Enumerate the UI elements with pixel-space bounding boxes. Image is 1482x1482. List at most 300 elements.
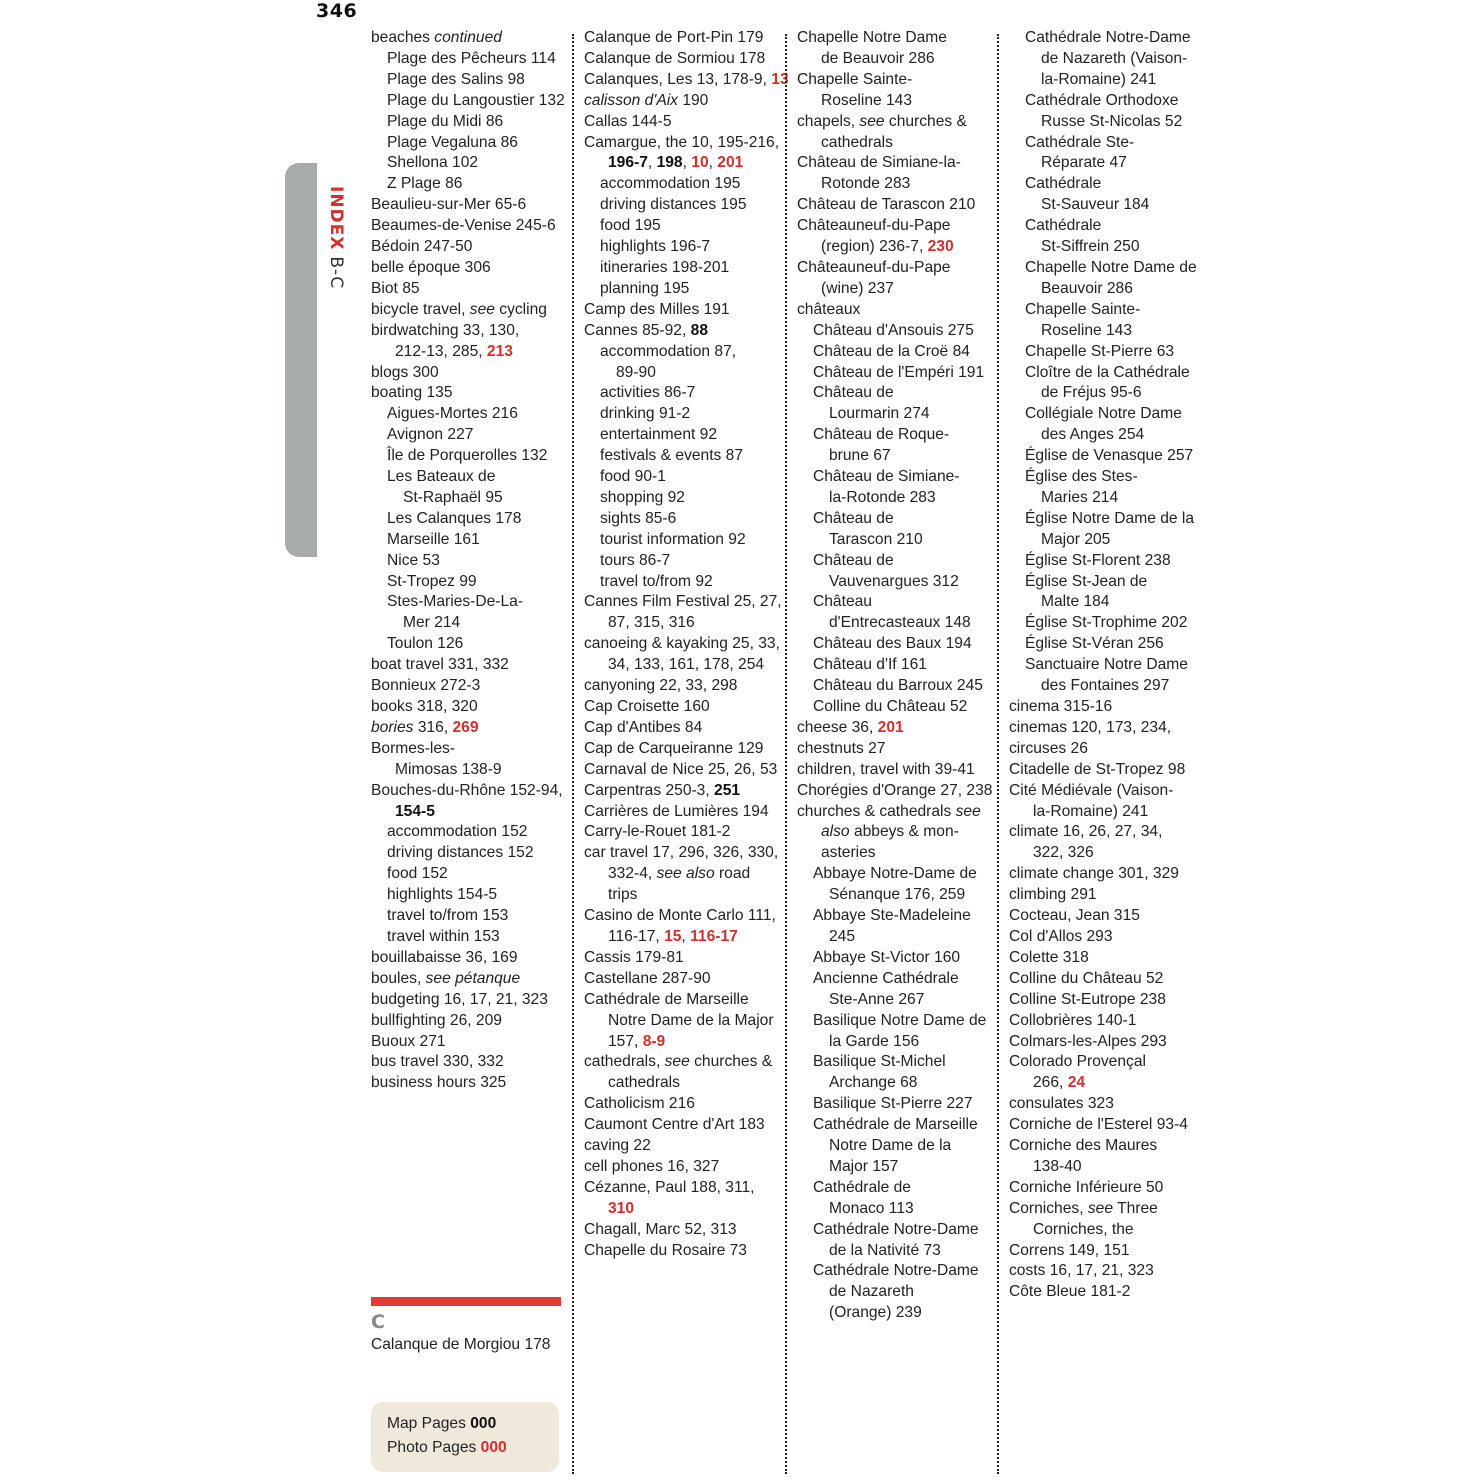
entry-text: Colmars-les-Alpes 293: [1009, 1032, 1167, 1050]
entry-line: [813, 1094, 993, 1115]
entry-line: [600, 279, 782, 300]
entry-line: [813, 1032, 993, 1053]
entry-line: [600, 425, 782, 446]
entry-line: [1025, 404, 1209, 425]
index-subentry: [371, 91, 571, 112]
index-subentry: [797, 1094, 993, 1115]
entry-text: Chapelle du Rosaire 73: [584, 1241, 747, 1259]
index-entry: [797, 760, 993, 781]
index-entry: [1009, 1261, 1209, 1282]
entry-text: Plage du Langoustier 132: [387, 91, 565, 109]
entry-line: [584, 676, 782, 697]
entry-line: [813, 1220, 993, 1241]
entry-text: Beaulieu-sur-Mer 65-6: [371, 196, 527, 214]
entry-line: [387, 592, 571, 613]
index-entry: [797, 802, 993, 865]
entry-text: de Nazareth (Vaison-: [1041, 49, 1188, 67]
index-subentry: [797, 1011, 993, 1053]
entry-line: [1009, 1178, 1209, 1199]
entry-text: bus travel 330, 332: [371, 1053, 504, 1071]
photo-pages-legend: [387, 1436, 559, 1460]
index-entry: [1009, 822, 1209, 864]
page-number: 346: [316, 0, 358, 22]
entry-text: also: [821, 823, 850, 841]
entry-line: [387, 927, 571, 948]
entry-text: continued: [434, 29, 502, 46]
entry-text: 212-13, 285,: [395, 342, 487, 360]
entry-line: [1025, 488, 1209, 509]
index-subentry: [797, 634, 993, 655]
entry-line: [600, 404, 782, 425]
index-subentry: [371, 592, 571, 634]
entry-text: cheese 36,: [797, 718, 878, 736]
entry-text: boat travel 331, 332: [371, 656, 509, 674]
entry-line: [797, 718, 993, 739]
index-entry: [1009, 1032, 1209, 1053]
entry-line: [797, 133, 993, 154]
index-subentry: [797, 1052, 993, 1094]
entry-line: [387, 49, 571, 70]
entry-text: Château de: [813, 509, 894, 527]
entry-text: books 318, 320: [371, 698, 478, 715]
index-subentry: [371, 551, 571, 572]
index-entry: [584, 300, 782, 321]
entry-text: Toulon 126: [387, 635, 464, 653]
index-entry: [371, 1011, 571, 1032]
index-entry: [584, 802, 782, 823]
entry-text: Major 205: [1041, 530, 1111, 548]
entry-line: [797, 70, 993, 91]
entry-text: blogs 300: [371, 363, 439, 381]
entry-line: [584, 760, 782, 781]
index-entry: [584, 1052, 782, 1094]
entry-line: [371, 969, 571, 990]
index-subentry: [584, 342, 782, 384]
entry-line: [1025, 49, 1209, 70]
entry-text: Cathédrale Ste-: [1025, 133, 1135, 151]
entry-text: trips: [608, 886, 638, 904]
entry-line: [1025, 153, 1209, 174]
entry-text: Maries 214: [1041, 488, 1119, 506]
entry-text: Ste-Anne 267: [829, 990, 925, 1008]
entry-line: [813, 1052, 993, 1073]
index-entry: [797, 70, 993, 112]
entry-text: Château d'If 161: [813, 656, 927, 674]
index-subentry: [797, 1178, 993, 1220]
entry-line: [1025, 237, 1209, 258]
entry-line: [1025, 342, 1209, 363]
entry-line: [584, 948, 782, 969]
entry-line: [1009, 843, 1209, 864]
entry-line: [797, 195, 993, 216]
entry-text: Beauvoir 286: [1041, 279, 1133, 297]
entry-text: Carpentras 250-3,: [584, 781, 715, 799]
index-subentry: [1009, 258, 1209, 300]
entry-line: [813, 613, 993, 634]
index-entry: [584, 1157, 782, 1178]
entry-text: Cap d'Antibes 84: [584, 718, 703, 736]
entry-text: 138-40: [1033, 1157, 1082, 1175]
entry-line: [600, 467, 782, 488]
entry-text: Chapelle Sainte-: [797, 70, 913, 88]
entry-text: sights 85-6: [600, 509, 677, 527]
index-entry: [797, 195, 993, 216]
index-entry: [1009, 781, 1209, 823]
entry-line: [387, 488, 571, 509]
entry-line: [1025, 321, 1209, 342]
entry-line: [371, 28, 571, 49]
index-entry: [584, 697, 782, 718]
entry-line: [600, 446, 782, 467]
entry-text: bouillabaisse 36, 169: [371, 948, 518, 966]
index-entry: [797, 781, 993, 802]
photo-page-ref: 201: [877, 718, 904, 736]
entry-line: [813, 592, 993, 613]
index-entry: [797, 718, 993, 739]
entry-line: [1009, 1282, 1209, 1303]
entry-text: Église St-Trophime 202: [1025, 614, 1188, 632]
index-entry: [1009, 906, 1209, 927]
entry-text: Chapelle Notre Dame: [797, 29, 947, 46]
index-subentry: [1009, 91, 1209, 133]
index-subentry: [1009, 300, 1209, 342]
index-entry: [371, 655, 571, 676]
entry-text: de Fréjus 95-6: [1041, 384, 1142, 402]
index-subentry: [371, 133, 571, 154]
entry-text: (Orange) 239: [829, 1304, 922, 1322]
index-entry: [371, 781, 571, 823]
entry-text: Monaco 113: [829, 1199, 914, 1217]
entry-line: [1009, 739, 1209, 760]
index-subentry: [371, 153, 571, 174]
entry-line: [1009, 760, 1209, 781]
entry-text: Malte 184: [1041, 593, 1110, 611]
entry-text: Château de Simiane-la-: [797, 154, 961, 172]
entry-text: Cathédrale: [1025, 217, 1102, 235]
entry-text: asteries: [821, 844, 876, 862]
entry-line: [1025, 383, 1209, 404]
entry-text: 87, 315, 316: [608, 614, 695, 632]
map-page-ref: 88: [690, 321, 708, 339]
index-entry: [584, 822, 782, 843]
index-column-2: [584, 28, 789, 1261]
entry-line: [813, 969, 993, 990]
index-entry: [584, 28, 782, 49]
entry-text: Avignon 227: [387, 426, 474, 444]
entry-text: cathedrals: [608, 1074, 680, 1092]
entry-line: [387, 467, 571, 488]
index-entry: [797, 300, 993, 321]
entry-text: bories: [371, 718, 414, 736]
entry-line: [584, 1136, 782, 1157]
entry-line: [584, 969, 782, 990]
photo-page-ref: 269: [452, 718, 479, 736]
index-subentry: [584, 425, 782, 446]
index-subentry: [797, 906, 993, 948]
entry-text: Shellona 102: [387, 154, 479, 172]
entry-line: [813, 1157, 993, 1178]
entry-text: Rotonde 283: [821, 175, 911, 193]
photo-page-ref: 13: [771, 70, 789, 88]
entry-line: [371, 802, 571, 823]
index-entry: [1009, 1011, 1209, 1032]
index-entry: [1009, 1052, 1209, 1094]
entry-line: [1009, 948, 1209, 969]
entry-line: [1009, 1011, 1209, 1032]
index-entry: [371, 1032, 571, 1053]
entry-text: Major 157: [829, 1157, 899, 1175]
entry-line: [371, 1052, 571, 1073]
entry-line: [371, 948, 571, 969]
entry-text: chapels,: [797, 112, 860, 130]
entry-line: [584, 1094, 782, 1115]
entry-line: [371, 342, 571, 363]
entry-text: Bouches-du-Rhône 152-94,: [371, 781, 563, 799]
entry-line: [371, 216, 571, 237]
entry-line: [371, 321, 571, 342]
entry-line: [387, 425, 571, 446]
entry-line: [797, 237, 993, 258]
entry-text: Château des Baux 194: [813, 635, 972, 653]
photo-page-ref: 116-17: [690, 927, 738, 945]
entry-text: Three: [1113, 1199, 1158, 1217]
entry-text: tourist information 92: [600, 530, 746, 548]
entry-line: [600, 383, 782, 404]
entry-line: [1025, 613, 1209, 634]
entry-text: canoeing & kayaking 25, 33,: [584, 635, 780, 653]
index-entry: [797, 153, 993, 195]
index-column-1: [371, 28, 571, 1094]
index-entry: [584, 1241, 782, 1262]
entry-text: see: [664, 1053, 690, 1071]
entry-text: Corniche des Maures: [1009, 1137, 1158, 1155]
entry-line: [584, 718, 782, 739]
entry-text: ,: [682, 154, 692, 172]
index-subentry: [584, 195, 782, 216]
index-subentry: [797, 321, 993, 342]
photo-page-ref: 15: [664, 927, 682, 945]
entry-text: 34, 133, 161, 178, 254: [608, 656, 765, 674]
entry-text: 245: [829, 927, 856, 945]
entry-text: Cap Croisette 160: [584, 698, 710, 715]
section-heading: C: [371, 1311, 385, 1333]
index-entry: [1009, 739, 1209, 760]
map-page-ref: 251: [714, 781, 741, 799]
column-divider: [785, 34, 787, 1474]
entry-text: Correns 149, 151: [1009, 1241, 1130, 1259]
entry-line: [584, 1011, 782, 1032]
entry-line: [584, 822, 782, 843]
index-entry: [1009, 760, 1209, 781]
entry-line: [584, 906, 782, 927]
entry-line: [387, 843, 571, 864]
entry-line: [584, 321, 782, 342]
entry-line: [387, 112, 571, 133]
entry-text: St-Tropez 99: [387, 572, 477, 590]
entry-text: Corniche de l'Esterel 93-4: [1009, 1116, 1188, 1134]
entry-text: travel to/from 153: [387, 907, 509, 925]
entry-line: [584, 70, 789, 91]
entry-text: ,: [681, 927, 691, 945]
index-entry: [584, 843, 782, 906]
entry-text: Colline St-Eutrope 238: [1009, 990, 1166, 1008]
entry-line: [600, 258, 782, 279]
entry-text: Mimosas 138-9: [395, 760, 502, 778]
entry-text: Château de la Croë 84: [813, 342, 970, 360]
entry-text: food 90-1: [600, 468, 666, 486]
entry-line: [813, 363, 993, 384]
entry-line: [387, 70, 571, 91]
entry-text: Chapelle Notre Dame de: [1025, 258, 1197, 276]
index-entry: [1009, 1241, 1209, 1262]
index-entry: [371, 697, 571, 718]
photo-page-ref: 24: [1067, 1074, 1086, 1092]
entry-line: [1025, 509, 1209, 530]
entry-text: Colorado Provençal: [1009, 1053, 1146, 1071]
index-subentry: [584, 467, 782, 488]
entry-text: Chagall, Marc 52, 313: [584, 1220, 737, 1238]
index-entry: [371, 237, 571, 258]
index-subentry: [584, 258, 782, 279]
index-subentry: [584, 509, 782, 530]
entry-line: [371, 718, 571, 739]
entry-text: Colline du Château 52: [1009, 969, 1164, 987]
index-subentry: [797, 948, 993, 969]
index-entry: [584, 133, 782, 175]
entry-line: [797, 802, 993, 823]
entry-text: Plage du Midi 86: [387, 112, 504, 130]
entry-line: [1009, 1220, 1209, 1241]
index-subentry: [371, 446, 571, 467]
entry-text: Corniche Inférieure 50: [1009, 1178, 1164, 1196]
entry-line: [1025, 363, 1209, 384]
entry-text: boules,: [371, 969, 426, 987]
entry-line: [584, 592, 782, 613]
entry-text: Carnaval de Nice 25, 26, 53: [584, 760, 778, 778]
entry-text: cathedrals: [821, 133, 893, 151]
entry-text: Château de: [813, 384, 894, 402]
entry-line: [1025, 91, 1209, 112]
entry-line: [387, 530, 571, 551]
entry-line: [1025, 70, 1209, 91]
index-entry: [371, 300, 571, 321]
index-entry: [584, 948, 782, 969]
index-entry: [1009, 1282, 1209, 1303]
entry-text: Château du Barroux 245: [813, 677, 983, 695]
entry-line: [1025, 676, 1209, 697]
entry-text: Châteauneuf-du-Pape: [797, 258, 951, 276]
entry-line: [584, 1157, 782, 1178]
index-entry: [584, 70, 789, 91]
entry-line: [797, 760, 993, 781]
entry-text: Biot 85: [371, 279, 420, 297]
entry-line: [1009, 990, 1209, 1011]
index-entry: [797, 739, 993, 760]
entry-line: [1025, 446, 1209, 467]
index-entry: [371, 1073, 571, 1094]
entry-text: highlights 196-7: [600, 238, 711, 256]
entry-text: Cézanne, Paul 188, 311,: [584, 1178, 755, 1196]
entry-line: [797, 112, 993, 133]
entry-text: costs 16, 17, 21, 323: [1009, 1262, 1154, 1280]
entry-text: Église St-Véran 256: [1025, 635, 1164, 653]
entry-text: Église des Stes-: [1025, 468, 1138, 486]
entry-text: Carrières de Lumières 194: [584, 802, 769, 820]
entry-line: [1025, 174, 1209, 195]
entry-text: Chorégies d'Orange 27, 238: [797, 781, 993, 799]
index-subentry: [584, 446, 782, 467]
entry-text: la-Romaine) 241: [1041, 70, 1157, 88]
index-subentry: [584, 216, 782, 237]
entry-line: [1025, 300, 1209, 321]
entry-line: [371, 781, 571, 802]
entry-text: des Anges 254: [1041, 426, 1145, 444]
entry-text: driving distances 195: [600, 196, 747, 214]
entry-line: [584, 1032, 782, 1053]
entry-line: [371, 739, 571, 760]
entry-line: [371, 1032, 571, 1053]
entry-text: Cassis 179-81: [584, 948, 684, 966]
entry-line: [387, 91, 571, 112]
index-entry: [371, 676, 571, 697]
entry-text: festivals & events 87: [600, 447, 744, 465]
entry-text: accommodation 195: [600, 175, 741, 193]
entry-text: Mer 214: [403, 614, 461, 632]
entry-text: Église St-Florent 238: [1025, 551, 1171, 569]
entry-text: Château de Roque-: [813, 426, 950, 444]
section-tab-label: [326, 186, 346, 289]
index-subentry: [584, 530, 782, 551]
entry-text: Chapelle Sainte-: [1025, 300, 1141, 318]
entry-text: Stes-Maries-De-La-: [387, 593, 524, 611]
entry-text: cycling: [494, 300, 547, 318]
entry-text: 266,: [1033, 1074, 1068, 1092]
index-subentry: [797, 1115, 993, 1178]
entry-line: [600, 216, 782, 237]
entry-text: Cocteau, Jean 315: [1009, 907, 1140, 925]
index-subentry: [371, 927, 571, 948]
photo-page-ref: 213: [486, 342, 513, 360]
index-subentry: [797, 655, 993, 676]
entry-text: 322, 326: [1033, 844, 1094, 862]
photo-page-ref: 201: [717, 154, 744, 172]
index-subentry: [797, 1261, 993, 1324]
index-subentry: [1009, 509, 1209, 551]
entry-text: Cannes Film Festival 25, 27,: [584, 593, 782, 611]
index-subentry: [371, 885, 571, 906]
entry-line: [387, 634, 571, 655]
entry-text: itineraries 198-201: [600, 258, 730, 276]
entry-line: [600, 551, 782, 572]
entry-line: [1009, 1136, 1209, 1157]
index-subentry: [371, 530, 571, 551]
entry-text: Basilique St-Michel: [813, 1053, 946, 1071]
entry-line: [1025, 216, 1209, 237]
entry-line: [371, 195, 571, 216]
entry-text: Calanque de Port-Pin 179: [584, 29, 764, 46]
entry-text: children, travel with 39-41: [797, 760, 975, 778]
entry-text: Cannes 85-92,: [584, 321, 691, 339]
entry-text: climate change 301, 329: [1009, 865, 1179, 883]
index-subentry: [797, 509, 993, 551]
entry-line: [813, 509, 993, 530]
index-entry: [584, 592, 782, 634]
entry-text: Château d'Ansouis 275: [813, 321, 974, 339]
index-entry: [371, 969, 571, 990]
entry-line: [584, 133, 782, 154]
entry-line: [371, 258, 571, 279]
entry-text: see: [859, 112, 885, 130]
